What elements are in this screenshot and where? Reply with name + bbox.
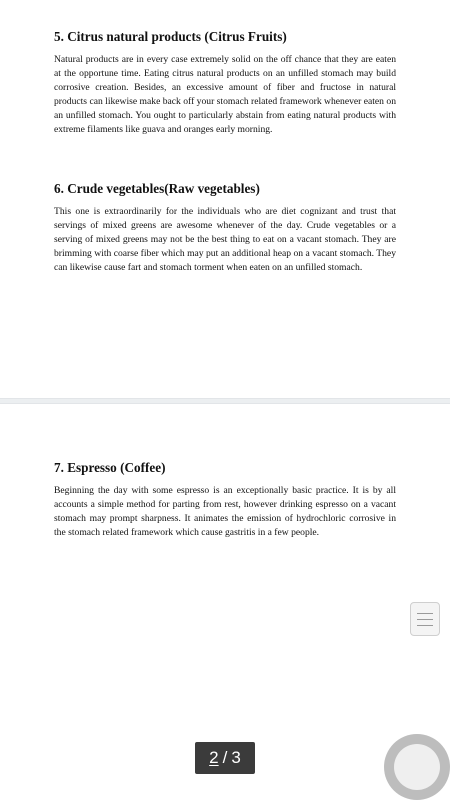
document-page-1 xyxy=(0,0,450,398)
section-coffee xyxy=(54,459,396,540)
circle-button-icon[interactable] xyxy=(394,744,440,790)
menu-lines-icon[interactable] xyxy=(410,602,440,636)
section-paragraph: Natural products are in every case extremely solid on the off chance that they are eaten at the opportune time. Eating citrus natural products on an unfilled stomach may build corrosive creation. Besides, an excessive amount of fiber and fructose in natural products can likewise make back off your stomach related framework whenever eaten on an unfilled stomach. You ought to particularly abstain from eating natural products with extreme filaments like guava and oranges early morning. xyxy=(54,54,396,135)
menu-line xyxy=(417,619,433,620)
menu-line xyxy=(417,625,433,626)
section-heading: 6. Crude vegetables(Raw vegetables) xyxy=(54,181,260,196)
current-page: 2 xyxy=(209,748,219,767)
menu-line xyxy=(417,613,433,614)
document-page-2 xyxy=(0,404,450,800)
section-paragraph: This one is extraordinarily for the individuals who are diet cognizant and trust that servings of mixed greens are awesome whenever of the day. Crude vegetables or a serving of mixed greens may not be the best thing to eat on a vacant stomach. They are brimming with coarse fiber which may put an additional heap on a vacant stomach. They can likewise cause fart and stomach torment when eaten on an unfilled stomach. xyxy=(54,206,396,273)
page-indicator[interactable] xyxy=(195,742,255,774)
section-citrus-fruits xyxy=(54,28,396,137)
section-paragraph: Beginning the day with some espresso is an exceptionally basic practice. It is by all accounts a simple method for parting from rest, however drinking espresso on a vacant stomach may prompt sharpness. It animates the emission of hydrochloric corrosive in the stomach related framework which cause gastritis in a few people. xyxy=(54,485,396,538)
total-pages: 3 xyxy=(231,748,241,767)
section-heading: 5. Citrus natural products (Citrus Fruits) xyxy=(54,29,287,44)
section-raw-vegetables xyxy=(54,180,396,275)
section-heading: 7. Espresso (Coffee) xyxy=(54,460,166,475)
page-separator-slash: / xyxy=(222,748,228,767)
